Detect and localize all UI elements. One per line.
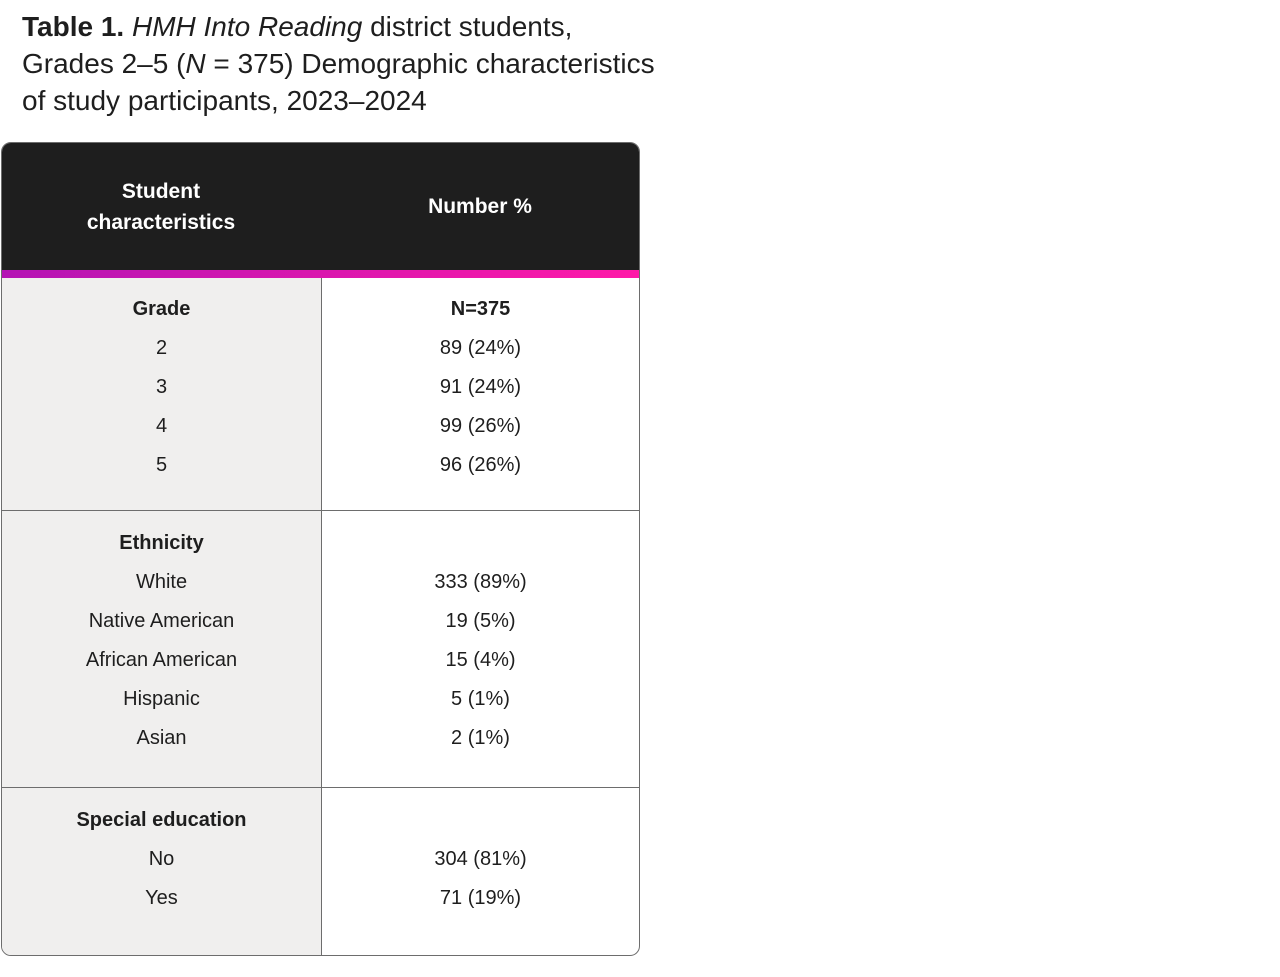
row-value: 99 (26%) [439,415,522,437]
row-label: No [148,848,175,870]
row-value: 91 (24%) [439,376,522,398]
caption-label: Table 1. [22,11,125,42]
header-student-characteristics: Student characteristics [86,179,236,234]
row-value: 15 (4%) [445,649,516,671]
caption-program-name: HMH Into Reading [131,11,363,42]
row-value: 71 (19%) [439,887,522,909]
row-value: 89 (24%) [439,337,522,359]
section-divider [2,510,639,511]
row-label: 2 [155,337,168,359]
row-label: Asian [136,727,187,749]
row-value: 304 (81%) [434,848,527,870]
row-label: Yes [145,887,178,909]
row-value: 19 (5%) [445,610,516,632]
row-value: 5 (1%) [451,688,510,710]
section-divider [2,787,639,788]
caption-line-1 [22,8,722,45]
row-label: White [135,571,188,593]
row-label: Hispanic [123,688,200,710]
row-label: 4 [155,415,168,437]
table-caption [22,8,722,119]
row-label: African American [85,649,238,671]
demographics-table [1,142,640,956]
caption-n-symbol: N [185,48,206,79]
caption-text-3: = 375) Demographic characteristics [205,48,655,79]
row-label: Native American [88,610,235,632]
caption-line-2 [22,45,722,82]
section-heading-ethnicity: Ethnicity [119,532,204,554]
caption-text-4: of study participants, 2023–2024 [22,85,427,116]
section-heading-special-education: Special education [76,809,247,831]
row-label: 5 [155,454,168,476]
row-value: 333 (89%) [434,571,527,593]
caption-text-2: Grades 2–5 ( [22,48,186,79]
caption-text-1: district students, [362,11,573,42]
row-value: 2 (1%) [451,727,510,749]
header-accent-bar [2,270,639,278]
caption-line-3 [22,82,722,119]
header-number-percent: Number % [428,195,532,218]
row-value: 96 (26%) [439,454,522,476]
row-label: 3 [155,376,168,398]
table-body [2,278,639,955]
section-heading-grade: Grade [132,298,191,320]
table-header [2,143,639,270]
section-total-grade: N=375 [450,298,511,320]
